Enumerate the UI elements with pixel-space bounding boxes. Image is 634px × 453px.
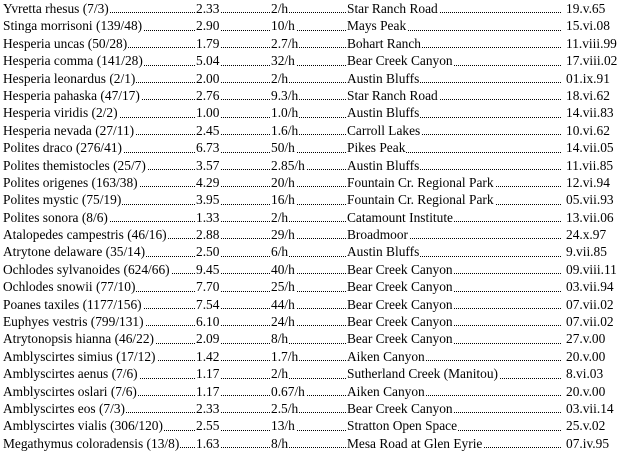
- index-value: [196, 139, 270, 156]
- rate-value-text: 1.7/h: [271, 348, 299, 364]
- table-row: [0, 435, 634, 452]
- location-name: [347, 365, 561, 382]
- location-name-text: Austin Bluffs: [347, 105, 420, 121]
- record-date: [566, 261, 632, 278]
- rate-value-text: 40/h: [271, 261, 295, 277]
- rate-value: [271, 122, 346, 139]
- record-date: [566, 243, 632, 260]
- location-name: [347, 348, 561, 365]
- index-value-text: 6.73: [196, 140, 220, 156]
- index-value-text: 2.76: [196, 87, 220, 103]
- index-value-text: 5.04: [196, 53, 220, 69]
- table-row: [0, 52, 634, 69]
- rate-value: [271, 209, 346, 226]
- rate-value: [271, 313, 346, 330]
- index-value-text: 1.17: [196, 366, 220, 382]
- table-row: [0, 122, 634, 139]
- record-date: [566, 35, 632, 52]
- index-value: [196, 174, 270, 191]
- location-name: [347, 209, 561, 226]
- rate-value-text: 2/h: [271, 209, 289, 225]
- record-date: [566, 313, 632, 330]
- record-date-text: 27.v.00: [566, 331, 606, 347]
- species-name-text: Polites draco (276/41): [3, 140, 123, 156]
- record-date-text: 03.vii.94: [566, 279, 614, 295]
- index-value: [196, 313, 270, 330]
- rate-value-text: 2/h: [271, 1, 289, 16]
- species-name: [3, 52, 195, 69]
- index-value-text: 7.54: [196, 296, 220, 312]
- record-date-text: 9.vii.85: [566, 244, 607, 260]
- index-value: [196, 87, 270, 104]
- record-date-text: 8.vi.03: [566, 366, 604, 382]
- record-date: [566, 104, 632, 121]
- index-value-text: 2.09: [196, 331, 220, 347]
- index-value: [196, 191, 270, 208]
- species-name-text: Amblyscirtes oslari (7/6): [3, 383, 137, 399]
- species-name: [3, 400, 195, 417]
- table-row: [0, 417, 634, 434]
- rate-value: [271, 330, 346, 347]
- species-name-text: Polites sonora (8/6): [3, 209, 108, 225]
- index-value-text: 2.50: [196, 244, 220, 260]
- location-name: [347, 278, 561, 295]
- species-name-text: Hesperia nevada (27/11): [3, 122, 135, 138]
- index-value-text: 2.33: [196, 400, 220, 416]
- rate-value: [271, 17, 346, 34]
- species-name: [3, 261, 195, 278]
- species-name: [3, 296, 195, 313]
- species-name-text: Poanes taxiles (1177/156): [3, 296, 142, 312]
- index-value: [196, 365, 270, 382]
- index-value: [196, 278, 270, 295]
- index-value: [196, 330, 270, 347]
- rate-value-text: 16/h: [271, 192, 295, 208]
- index-value: [196, 35, 270, 52]
- record-date: [566, 226, 632, 243]
- species-name: [3, 17, 195, 34]
- rate-value: [271, 0, 346, 17]
- index-value-text: 9.45: [196, 261, 220, 277]
- index-value-text: 1.63: [196, 435, 220, 451]
- species-name: [3, 122, 195, 139]
- location-name-text: Star Ranch Road: [347, 87, 438, 103]
- species-name: [3, 435, 195, 452]
- location-name: [347, 383, 561, 400]
- table-row: [0, 400, 634, 417]
- rate-value-text: 13/h: [271, 418, 295, 434]
- location-name: [347, 174, 561, 191]
- index-value: [196, 400, 270, 417]
- location-name-text: Austin Bluffs: [347, 157, 420, 173]
- location-name: [347, 52, 561, 69]
- rate-value-text: 6/h: [271, 244, 289, 260]
- record-date: [566, 174, 632, 191]
- location-name-text: Aiken Canyon: [347, 383, 425, 399]
- location-name: [347, 243, 561, 260]
- table-row: [0, 296, 634, 313]
- table-row: [0, 17, 634, 34]
- table-row: [0, 313, 634, 330]
- species-name: [3, 278, 195, 295]
- location-name-text: Bear Creek Canyon: [347, 400, 453, 416]
- species-name: [3, 35, 195, 52]
- record-date-text: 24.x.97: [566, 227, 607, 243]
- species-name-text: Euphyes vestris (799/131): [3, 314, 144, 330]
- record-date-text: 03.vii.14: [566, 400, 614, 416]
- index-value-text: 1.17: [196, 383, 220, 399]
- species-name: [3, 0, 195, 17]
- rate-value: [271, 191, 346, 208]
- table-row: [0, 226, 634, 243]
- index-value-text: 4.29: [196, 174, 220, 190]
- record-date: [566, 191, 632, 208]
- species-name-text: Atrytone delaware (35/14): [3, 244, 146, 260]
- rate-value: [271, 139, 346, 156]
- species-name-text: Hesperia pahaska (47/17): [3, 87, 140, 103]
- index-value-text: 3.95: [196, 192, 220, 208]
- record-date-text: 11.vii.85: [566, 157, 614, 173]
- record-date-text: 01.ix.91: [566, 70, 610, 86]
- location-name-text: Bear Creek Canyon: [347, 331, 453, 347]
- record-date: [566, 383, 632, 400]
- location-name-text: Bear Creek Canyon: [347, 279, 453, 295]
- record-date-text: 09.viii.11: [566, 261, 617, 277]
- table-row: [0, 0, 634, 17]
- rate-value: [271, 383, 346, 400]
- species-name-text: Ochlodes snowii (77/10): [3, 279, 136, 295]
- rate-value-text: 25/h: [271, 279, 295, 295]
- rate-value-text: 24/h: [271, 314, 295, 330]
- record-date-text: 19.v.65: [566, 1, 606, 16]
- table-row: [0, 383, 634, 400]
- species-name: [3, 104, 195, 121]
- location-name-text: Bear Creek Canyon: [347, 314, 453, 330]
- index-value-text: 2.90: [196, 18, 220, 34]
- location-name-text: Mays Peak: [347, 18, 407, 34]
- rate-value: [271, 296, 346, 313]
- record-date-text: 14.vii.05: [566, 140, 614, 156]
- index-value: [196, 17, 270, 34]
- species-name-text: Stinga morrisoni (139/48): [3, 18, 143, 34]
- rate-value-text: 1.0/h: [271, 105, 299, 121]
- species-name: [3, 87, 195, 104]
- record-date-text: 15.vi.08: [566, 18, 610, 34]
- location-name: [347, 330, 561, 347]
- location-name: [347, 104, 561, 121]
- index-value: [196, 122, 270, 139]
- species-name-text: Polites origenes (163/38): [3, 174, 138, 190]
- species-name-text: Amblyscirtes simius (17/12): [3, 348, 156, 364]
- location-name: [347, 226, 561, 243]
- species-name-text: Yvretta rhesus (7/3): [3, 1, 109, 16]
- index-value-text: 1.79: [196, 35, 220, 51]
- species-name-text: Hesperia comma (141/28): [3, 53, 143, 69]
- species-name: [3, 243, 195, 260]
- record-date: [566, 87, 632, 104]
- rate-value: [271, 365, 346, 382]
- species-name-text: Hesperia viridis (2/2): [3, 105, 118, 121]
- location-name: [347, 435, 561, 452]
- table-row: [0, 330, 634, 347]
- index-value-text: 2.88: [196, 227, 220, 243]
- record-date-text: 20.v.00: [566, 383, 606, 399]
- location-name-text: Star Ranch Road: [347, 1, 438, 16]
- species-name-text: Hesperia uncas (50/28): [3, 35, 128, 51]
- record-date: [566, 348, 632, 365]
- rate-value-text: 0.67/h: [271, 383, 305, 399]
- species-name: [3, 313, 195, 330]
- record-date: [566, 278, 632, 295]
- rate-value: [271, 348, 346, 365]
- rate-value-text: 50/h: [271, 140, 295, 156]
- species-name-text: Hesperia leonardus (2/1): [3, 70, 136, 86]
- location-name: [347, 0, 561, 17]
- rate-value: [271, 87, 346, 104]
- record-date-text: 18.vi.62: [566, 87, 610, 103]
- location-name-text: Bohart Ranch: [347, 35, 422, 51]
- species-name-text: Atalopedes campestris (46/16): [3, 227, 167, 243]
- rate-value-text: 8/h: [271, 435, 289, 451]
- location-name-text: Sutherland Creek (Manitou): [347, 366, 498, 382]
- rate-value: [271, 417, 346, 434]
- index-value: [196, 243, 270, 260]
- rate-value-text: 2/h: [271, 70, 289, 86]
- rate-value-text: 44/h: [271, 296, 295, 312]
- species-name-text: Amblyscirtes vialis (306/120): [3, 418, 163, 434]
- record-date-text: 05.vii.93: [566, 192, 614, 208]
- rate-value-text: 2.5/h: [271, 400, 299, 416]
- rate-value: [271, 435, 346, 452]
- rate-value-text: 20/h: [271, 174, 295, 190]
- index-value: [196, 296, 270, 313]
- species-name: [3, 348, 195, 365]
- location-name: [347, 296, 561, 313]
- record-date: [566, 139, 632, 156]
- record-date: [566, 157, 632, 174]
- record-date-text: 07.vii.02: [566, 296, 614, 312]
- record-date-text: 13.vii.06: [566, 209, 614, 225]
- table-row: [0, 261, 634, 278]
- species-name-text: Ochlodes sylvanoides (624/66): [3, 261, 170, 277]
- species-name: [3, 70, 195, 87]
- index-value: [196, 383, 270, 400]
- index-value: [196, 157, 270, 174]
- location-name: [347, 139, 561, 156]
- rate-value: [271, 278, 346, 295]
- record-date: [566, 417, 632, 434]
- rate-value: [271, 70, 346, 87]
- record-date-text: 20.v.00: [566, 348, 606, 364]
- location-name-text: Carroll Lakes: [347, 122, 421, 138]
- table-row: [0, 35, 634, 52]
- rate-value: [271, 35, 346, 52]
- record-date-text: 07.vii.02: [566, 314, 614, 330]
- rate-value: [271, 243, 346, 260]
- location-name: [347, 400, 561, 417]
- location-name-text: Pikes Peak: [347, 140, 406, 156]
- species-name: [3, 139, 195, 156]
- species-name: [3, 191, 195, 208]
- location-name-text: Aiken Canyon: [347, 348, 425, 364]
- record-date: [566, 0, 632, 17]
- rate-value: [271, 157, 346, 174]
- record-date-text: 12.vi.94: [566, 174, 610, 190]
- table-row: [0, 243, 634, 260]
- rate-value: [271, 104, 346, 121]
- index-value: [196, 348, 270, 365]
- location-name-text: Mesa Road at Glen Eyrie: [347, 435, 483, 451]
- rate-value: [271, 261, 346, 278]
- species-name-text: Megathymus coloradensis (13/8): [3, 435, 180, 451]
- rate-value-text: 2.85/h: [271, 157, 305, 173]
- record-date: [566, 70, 632, 87]
- index-value: [196, 435, 270, 452]
- index-value-text: 1.42: [196, 348, 220, 364]
- location-name: [347, 191, 561, 208]
- rate-value-text: 32/h: [271, 53, 295, 69]
- record-date-text: 11.viii.99: [566, 35, 617, 51]
- species-name: [3, 226, 195, 243]
- species-name: [3, 157, 195, 174]
- rate-value: [271, 52, 346, 69]
- index-value: [196, 209, 270, 226]
- index-value: [196, 104, 270, 121]
- record-date: [566, 365, 632, 382]
- location-name-text: Bear Creek Canyon: [347, 261, 453, 277]
- record-date: [566, 400, 632, 417]
- rate-value-text: 2.7/h: [271, 35, 299, 51]
- species-name: [3, 417, 195, 434]
- location-name: [347, 70, 561, 87]
- rate-value: [271, 174, 346, 191]
- index-value-text: 1.33: [196, 209, 220, 225]
- record-date: [566, 52, 632, 69]
- species-name-text: Amblyscirtes aenus (7/6): [3, 366, 138, 382]
- location-name-text: Fountain Cr. Regional Park: [347, 192, 494, 208]
- record-date: [566, 296, 632, 313]
- record-date: [566, 330, 632, 347]
- table-row: [0, 174, 634, 191]
- record-date: [566, 17, 632, 34]
- record-date-text: 17.viii.02: [566, 53, 618, 69]
- table-row: [0, 278, 634, 295]
- index-value-text: 1.00: [196, 105, 220, 121]
- location-name-text: Austin Bluffs: [347, 244, 420, 260]
- index-value-text: 7.70: [196, 279, 220, 295]
- rate-value-text: 1.6/h: [271, 122, 299, 138]
- location-name-text: Austin Bluffs: [347, 70, 420, 86]
- species-name: [3, 383, 195, 400]
- index-value: [196, 261, 270, 278]
- location-name: [347, 417, 561, 434]
- species-name: [3, 174, 195, 191]
- index-value-text: 2.00: [196, 70, 220, 86]
- record-date-text: 25.v.02: [566, 418, 606, 434]
- index-value-text: 2.55: [196, 418, 220, 434]
- location-name-text: Stratton Open Space: [347, 418, 458, 434]
- record-date-text: 10.vi.62: [566, 122, 610, 138]
- rate-value-text: 10/h: [271, 18, 295, 34]
- species-name-text: Polites themistocles (25/7): [3, 157, 146, 173]
- species-name: [3, 330, 195, 347]
- index-value: [196, 226, 270, 243]
- index-value-text: 6.10: [196, 314, 220, 330]
- table-row: [0, 209, 634, 226]
- location-name-text: Bear Creek Canyon: [347, 53, 453, 69]
- species-name-text: Amblyscirtes eos (7/3): [3, 400, 125, 416]
- location-name-text: Broadmoor: [347, 227, 408, 243]
- table-row: [0, 157, 634, 174]
- species-name: [3, 209, 195, 226]
- index-value-text: 3.57: [196, 157, 220, 173]
- table-row: [0, 348, 634, 365]
- record-date-text: 07.iv.95: [566, 435, 610, 451]
- location-name: [347, 313, 561, 330]
- species-name-text: Polites mystic (75/19): [3, 192, 122, 208]
- index-value: [196, 70, 270, 87]
- rate-value-text: 9.3/h: [271, 87, 299, 103]
- rate-value-text: 29/h: [271, 227, 295, 243]
- record-date: [566, 209, 632, 226]
- index-value: [196, 0, 270, 17]
- index-value-text: 2.33: [196, 1, 220, 16]
- table-row: [0, 365, 634, 382]
- rate-value: [271, 400, 346, 417]
- species-name-text: Atrytonopsis hianna (46/22): [3, 331, 154, 347]
- location-name: [347, 35, 561, 52]
- table-row: [0, 104, 634, 121]
- species-name: [3, 365, 195, 382]
- location-name-text: Fountain Cr. Regional Park: [347, 174, 494, 190]
- rate-value-text: 8/h: [271, 331, 289, 347]
- rate-value-text: 2/h: [271, 366, 289, 382]
- record-date: [566, 122, 632, 139]
- record-date: [566, 435, 632, 452]
- location-name-text: Catamount Institute: [347, 209, 453, 225]
- location-name: [347, 157, 561, 174]
- location-name: [347, 261, 561, 278]
- table-row: [0, 70, 634, 87]
- table-row: [0, 87, 634, 104]
- location-name: [347, 87, 561, 104]
- location-name-text: Bear Creek Canyon: [347, 296, 453, 312]
- rate-value: [271, 226, 346, 243]
- record-date-text: 14.vii.83: [566, 105, 614, 121]
- table-row: [0, 191, 634, 208]
- table-row: [0, 139, 634, 156]
- index-value: [196, 52, 270, 69]
- location-name: [347, 17, 561, 34]
- location-name: [347, 122, 561, 139]
- index-value-text: 2.45: [196, 122, 220, 138]
- index-value: [196, 417, 270, 434]
